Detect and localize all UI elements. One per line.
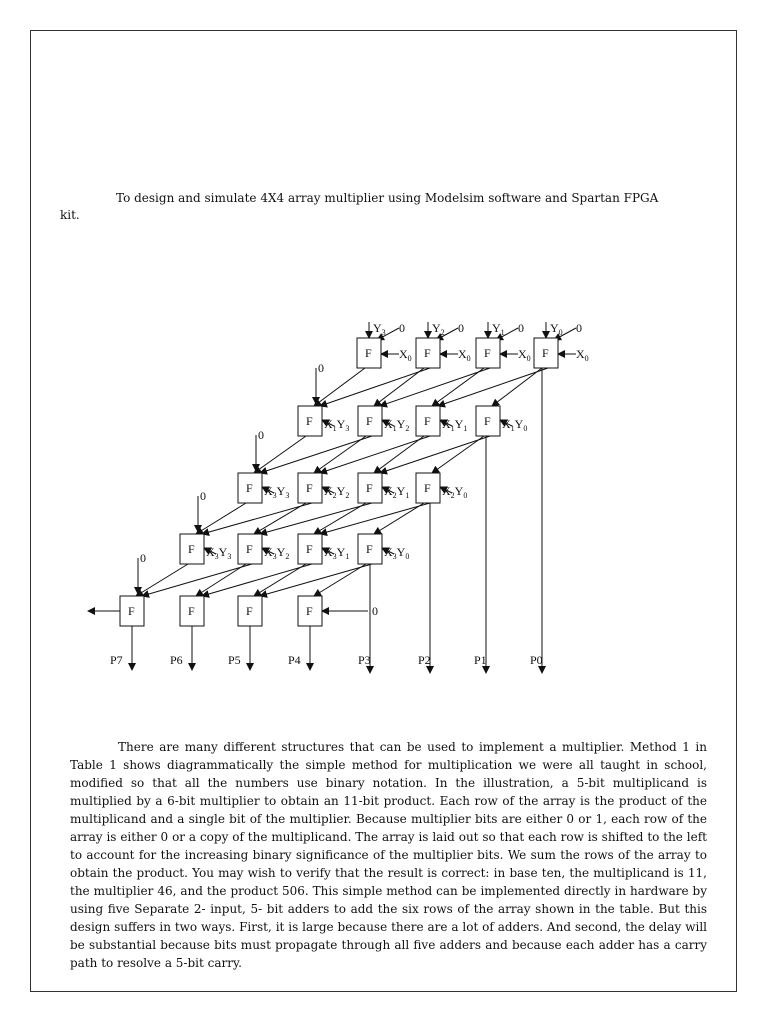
carry-wire: [492, 368, 542, 406]
full-adder-label: F: [424, 414, 431, 428]
pp-input-label: $X_1Y_2$: [384, 417, 410, 433]
zero-label: 0: [318, 361, 324, 375]
zero-label: 0: [200, 489, 206, 503]
carry-wire: [374, 503, 424, 534]
carry-wire: [374, 436, 424, 473]
aim-paragraph: To design and simulate 4X4 array multiplier using Modelsim software and Spartan FPGA kit.: [60, 191, 659, 222]
full-adder-label: F: [365, 346, 372, 360]
y-input-label: $Y_0$: [550, 321, 563, 337]
full-adder-label: F: [424, 346, 431, 360]
zero-label: 0: [399, 321, 405, 335]
y-input-label: $Y_2$: [432, 321, 445, 337]
carry-wire: [254, 564, 306, 596]
carry-wire: [432, 436, 484, 473]
pp-input-label: $X_3Y_3$: [206, 545, 232, 561]
carry-wire: [196, 564, 246, 596]
pp-input-label: $X_3Y_0$: [384, 545, 410, 561]
carry-wire: [314, 436, 366, 473]
full-adder-label: F: [246, 542, 253, 556]
zero-label: 0: [140, 551, 146, 565]
sum-wire: [380, 436, 490, 473]
product-output-label: P6: [170, 653, 183, 667]
zero-label: 0: [518, 321, 524, 335]
sum-wire: [380, 368, 490, 406]
full-adder-label: F: [128, 604, 135, 618]
full-adder-label: F: [424, 481, 431, 495]
full-adder-label: F: [306, 604, 313, 618]
full-adder-label: F: [366, 414, 373, 428]
product-output-label: P3: [358, 653, 371, 667]
pp-input-label: $X_1Y_1$: [442, 417, 468, 433]
full-adder-label: F: [246, 604, 253, 618]
pp-input-label: $X_1Y_0$: [502, 417, 528, 433]
x-input-label: $X_0$: [458, 347, 471, 363]
carry-wire: [314, 503, 366, 534]
pp-input-label: $X_3Y_2$: [264, 545, 290, 561]
full-adder-label: F: [246, 481, 253, 495]
sum-wire: [320, 503, 430, 534]
carry-wire: [432, 368, 484, 406]
sum-wire: [202, 564, 312, 596]
zero-label: 0: [258, 428, 264, 442]
zero-label: 0: [576, 321, 582, 335]
pp-input-label: $X_2Y_1$: [384, 484, 410, 500]
product-output-label: P4: [288, 653, 301, 667]
sum-wire: [260, 436, 372, 473]
pp-input-label: $X_3Y_1$: [324, 545, 350, 561]
product-output-label: P2: [418, 653, 431, 667]
array-multiplier-diagram: [80, 318, 720, 688]
full-adder-label: F: [188, 542, 195, 556]
product-output-label: P0: [530, 653, 543, 667]
full-adder-label: F: [366, 481, 373, 495]
x-input-label: $X_0$: [399, 347, 412, 363]
full-adder-label: F: [306, 542, 313, 556]
product-output-label: P5: [228, 653, 241, 667]
sum-wire: [260, 503, 372, 534]
sum-wire: [202, 503, 312, 534]
product-output-label: P7: [110, 653, 123, 667]
zero-label: 0: [458, 321, 464, 335]
y-input-label: $Y_3$: [373, 321, 386, 337]
sum-wire: [260, 564, 372, 596]
pp-input-label: $X_1Y_3$: [324, 417, 350, 433]
pp-input-label: $X_2Y_2$: [324, 484, 350, 500]
carry-wire: [196, 503, 246, 534]
y-input-label: $Y_1$: [492, 321, 505, 337]
sum-wire: [142, 564, 252, 596]
full-adder-label: F: [306, 481, 313, 495]
carry-wire: [254, 503, 306, 534]
full-adder-label: F: [366, 542, 373, 556]
sum-wire: [320, 436, 430, 473]
sum-wire: [320, 368, 430, 406]
full-adder-label: F: [306, 414, 313, 428]
full-adder-label: F: [484, 346, 491, 360]
full-adder-label: F: [542, 346, 549, 360]
carry-wire: [314, 564, 366, 596]
pp-input-label: $X_2Y_0$: [442, 484, 468, 500]
x-input-label: $X_0$: [576, 347, 589, 363]
body-paragraph: There are many different structures that can be used to implement a multiplier. Method 1 in Table 1 shows diagrammatically the simple method for multiplication we were all taught in school, modified so that all the numbers use binary notation. In the illustration, a 5-bit multiplicand is multiplied by a 6-bit multiplier to obtain an 11-bit product. Each row of the array is the product of the multiplicand and a single bit of the multiplier. Because multiplier bits are either 0 or 1, each row of the array is either 0 or a copy of the multiplicand. The array is laid out so that each row is shifted to the left to account for the increasing binary significance of the multiplier bits. We sum the rows of the array to obtain the product. You may wish to verify that the result is correct: in base ten, the multiplicand is 11, the multiplier 46, and the product 506. This simple method can be implemented directly in hardware by using five Separate 2- input, 5- bit adders to add the six rows of the array shown in the table. But this design suffers in two ways. First, it is large because there are a lot of adders. And second, the delay will be substantial because bits must propagate through all five adders and because each adder has a carry path to resolve a 5-bit carry.: [70, 740, 707, 970]
carry-wire: [136, 564, 188, 596]
full-adder-label: F: [188, 604, 195, 618]
carry-wire: [374, 368, 424, 406]
sum-wire: [438, 368, 548, 406]
zero-label: 0: [372, 604, 378, 618]
x-input-label: $X_0$: [518, 347, 531, 363]
pp-input-label: $X_3Y_3$: [264, 484, 290, 500]
full-adder-label: F: [484, 414, 491, 428]
product-output-label: P1: [474, 653, 487, 667]
